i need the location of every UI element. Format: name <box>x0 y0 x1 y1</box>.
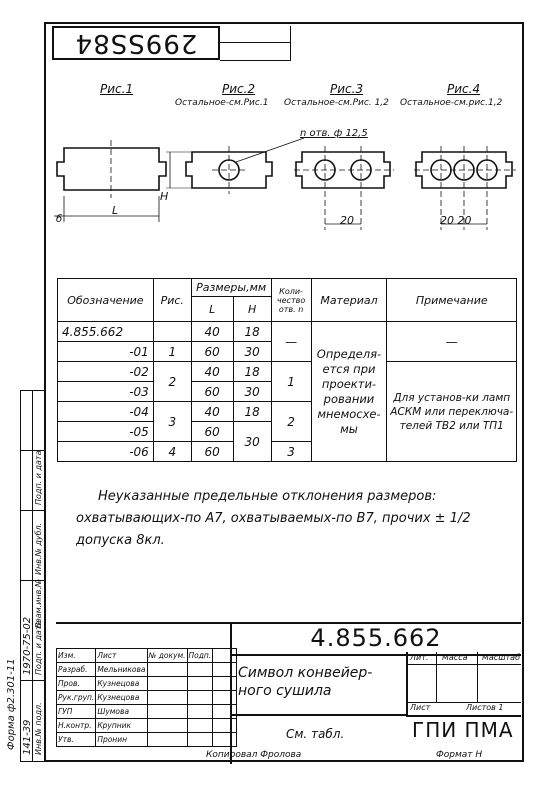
tb-material: См. табл. <box>286 727 345 741</box>
tb-role: Пров. <box>57 677 96 691</box>
fig-3-sub: Остальное-см.Рис. 1,2 <box>284 98 389 108</box>
th-sizes: Размеры,мм <box>191 279 271 297</box>
tb-role-date <box>187 705 213 719</box>
tb-role-row <box>57 705 237 719</box>
side-stamp-col <box>32 390 33 762</box>
cell-note: Для установ-ки ламп АСКМ или переключа-телей ТВ2 или ТП1 <box>387 362 517 462</box>
tb-role-row <box>57 663 237 677</box>
th-fig: Рис. <box>153 279 191 322</box>
cell-L: 40 <box>191 402 233 422</box>
cell-designation: -06 <box>58 442 154 462</box>
tb-role-sign <box>147 663 187 677</box>
sizes-table <box>57 278 517 462</box>
tb-org: ГПИ ПМА <box>412 718 514 742</box>
cell-designation: -03 <box>58 382 154 402</box>
side-vzam: Взам.инв.№ <box>34 578 43 628</box>
dim-20: 20 <box>340 214 354 227</box>
tb-role-sign <box>147 733 187 747</box>
dim-H: H <box>160 190 169 203</box>
cell-fig: 2 <box>153 362 191 402</box>
top-box-rule2 <box>220 42 290 43</box>
tb-sheets: Листов 1 <box>466 703 504 712</box>
tb-format: Формат Н <box>436 750 483 760</box>
tb-role-date <box>187 733 213 747</box>
side-stamp-sep2 <box>20 510 44 511</box>
top-box-rule <box>220 26 291 61</box>
fig-1-label: Рис.1 <box>100 82 134 96</box>
cell-count: 2 <box>271 402 311 442</box>
cell-fig: 3 <box>153 402 191 442</box>
side-dubl: Инв.№ дубл. <box>34 522 43 575</box>
tb-role: Рук.груп. <box>57 691 96 705</box>
tb-role-extra <box>213 691 237 705</box>
tb-role-sign <box>147 719 187 733</box>
top-code-box <box>52 26 220 60</box>
th-note: Примечание <box>387 279 517 322</box>
tb-sheet: Лист <box>410 703 431 712</box>
tb-role-extra <box>213 663 237 677</box>
cell-H: 18 <box>233 362 271 382</box>
cell-L: 40 <box>191 362 233 382</box>
tb-role-date <box>187 677 213 691</box>
side-sign-date2: Подп. и дата <box>34 450 43 505</box>
tb-role: Изм. <box>57 649 96 663</box>
cell-L: 60 <box>191 422 233 442</box>
th-H: H <box>233 297 271 322</box>
tb-role-sign <box>147 705 187 719</box>
cell-H: 30 <box>233 342 271 362</box>
fig-4-label: Рис.4 <box>447 82 481 96</box>
dim-20-20: 20 20 <box>440 214 472 227</box>
tb-role-name: Пронин <box>96 733 147 747</box>
cell-H: 18 <box>233 322 271 342</box>
tb-role-name: Шумова <box>96 705 147 719</box>
th-count: Коли-чество отв. n <box>271 279 311 322</box>
tb-role-name: Крупник <box>96 719 147 733</box>
cell-designation: -01 <box>58 342 154 362</box>
cell-designation: -05 <box>58 422 154 442</box>
side-inv-no: 141-39 <box>22 719 33 755</box>
tb-role-date <box>187 719 213 733</box>
tb-role-sign <box>147 677 187 691</box>
tb-role-name: Лист <box>96 649 147 663</box>
tb-role-row <box>57 719 237 733</box>
top-code: 299SS84 <box>74 28 198 58</box>
tb-mass: Масса <box>442 653 468 662</box>
tolerance-note: Неуказанные предельные отклонения размеров: охватывающих-по А7, охватываемых-по В7, прочих ± 1/2 допуска 8кл. <box>76 489 471 548</box>
tb-name: Символ конвейер-ного сушила <box>238 665 373 699</box>
tb-role-date <box>187 691 213 705</box>
table-row <box>58 322 517 342</box>
tb-role-sign: № докум. <box>147 649 187 663</box>
tb-scale: Масштаб <box>482 653 521 662</box>
cell-L: 60 <box>191 342 233 362</box>
cell-fig: 1 <box>153 342 191 362</box>
cell-fig: 4 <box>153 442 191 462</box>
tb-role-sign <box>147 691 187 705</box>
cell-count: — <box>271 322 311 362</box>
dim-L: L <box>112 204 119 217</box>
fig-4-sub: Остальное-см.рис.1,2 <box>400 98 503 108</box>
tb-role: ГУП <box>57 705 96 719</box>
tb-role: Н.контр. <box>57 719 96 733</box>
tb-role-name: Кузнецова <box>96 691 147 705</box>
tb-role-name: Кузнецова <box>96 677 147 691</box>
cell-H: 18 <box>233 402 271 422</box>
tb-role-extra <box>213 733 237 747</box>
tb-role-row <box>57 677 237 691</box>
cell-count: 1 <box>271 362 311 402</box>
cell-L: 40 <box>191 322 233 342</box>
side-inv: Инв.№ подл. <box>34 702 43 755</box>
side-stamp-sep4 <box>20 680 44 681</box>
tb-role-row <box>57 733 237 747</box>
th-designation: Обозначение <box>58 279 154 322</box>
side-sign-date: Подп. и дата <box>34 620 43 675</box>
cell-H: 30 <box>233 382 271 402</box>
cell-fig <box>153 322 191 342</box>
tb-lit: Лит. <box>410 653 429 662</box>
fig-2-sub: Остальное-см.Рис.1 <box>175 98 269 108</box>
tb-role-row <box>57 691 237 705</box>
cell-note-dash: — <box>387 322 517 362</box>
tb-copied: Копировал Фролова <box>206 750 302 760</box>
fig-3-label: Рис.3 <box>330 82 364 96</box>
dim-b: б <box>56 214 63 225</box>
table-row <box>58 362 517 382</box>
tb-roles <box>56 648 237 747</box>
tb-role-name: Мельникова <box>96 663 147 677</box>
cell-L: 60 <box>191 382 233 402</box>
th-L: L <box>191 297 233 322</box>
cell-designation: -04 <box>58 402 154 422</box>
title-block <box>56 622 521 762</box>
th-material: Материал <box>311 279 387 322</box>
dim-hole: n отв. ф 12,5 <box>300 128 368 139</box>
tb-lit-cols <box>436 652 478 702</box>
cell-count: 3 <box>271 442 311 462</box>
side-date-val: 1970-75-02 <box>22 616 33 675</box>
tb-role-extra <box>213 677 237 691</box>
tb-role: Разраб. <box>57 663 96 677</box>
cell-L: 60 <box>191 442 233 462</box>
tb-doc-no: 4.855.662 <box>310 624 442 652</box>
tb-role-extra <box>213 649 237 663</box>
tb-role-extra <box>213 719 237 733</box>
fig-2-label: Рис.2 <box>222 82 256 96</box>
tb-role: Утв. <box>57 733 96 747</box>
cell-designation: 4.855.662 <box>58 322 154 342</box>
cell-material: Определя-ется при проекти-ровании мнемосхе-мы <box>311 322 387 462</box>
tb-role-date: Подп. <box>187 649 213 663</box>
tb-role-date <box>187 663 213 677</box>
side-form: Форма ф2.301-11 <box>6 658 17 750</box>
fig-1-outline <box>57 148 166 190</box>
cell-designation: -02 <box>58 362 154 382</box>
cell-H: 30 <box>233 422 271 462</box>
tb-role-extra <box>213 705 237 719</box>
tb-role-row <box>57 649 237 663</box>
